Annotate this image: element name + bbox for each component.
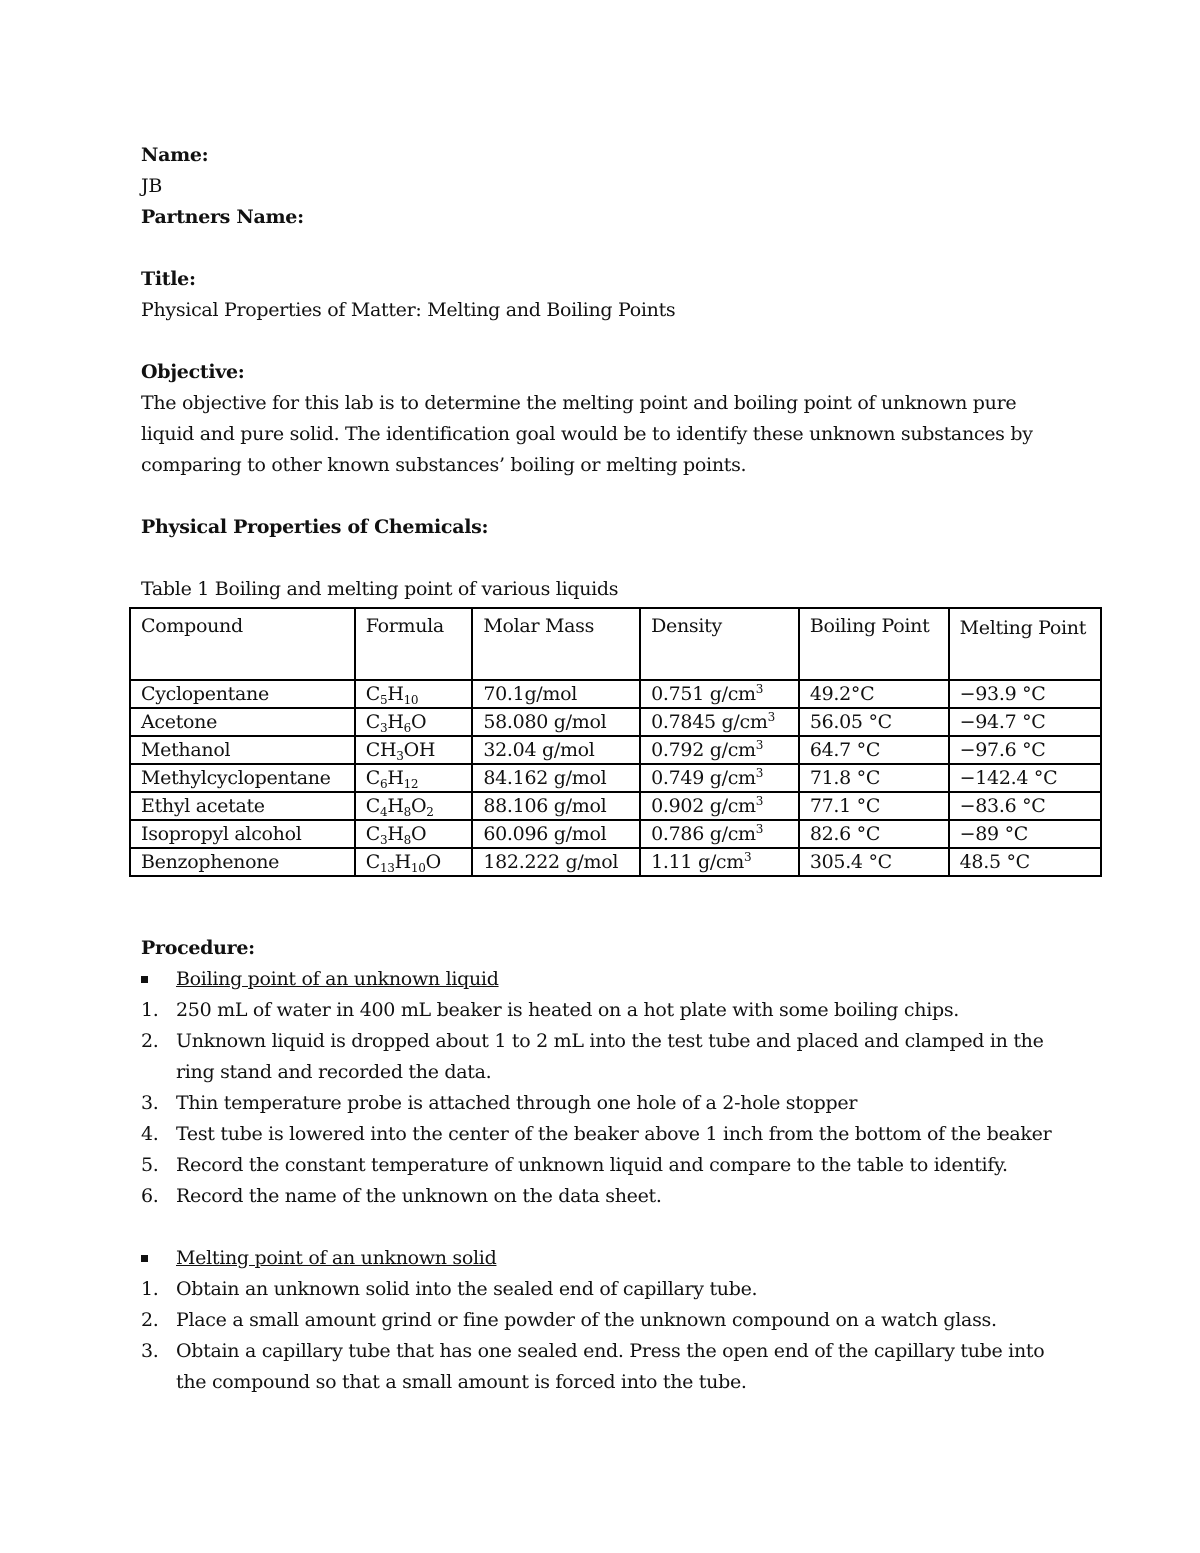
density-exponent: 3	[755, 794, 764, 808]
formula-subscript: 8	[403, 805, 411, 819]
step-text: Place a small amount grind or fine powder of the unknown compound on a watch glass.	[176, 1309, 997, 1331]
cell-density	[640, 764, 799, 792]
procedure-step	[141, 1088, 1101, 1119]
cell-boiling-point: 56.05 °C	[799, 708, 949, 736]
density-value: 0.902 g/cm	[651, 795, 756, 817]
step-number: 2.	[141, 1030, 159, 1052]
cell-formula	[355, 764, 473, 792]
formula-symbol: C	[365, 795, 380, 817]
step-number: 6.	[141, 1185, 159, 1207]
cell-compound: Ethyl acetate	[130, 792, 355, 820]
step-text: Unknown liquid is dropped about 1 to 2 mL into the test tube and placed and clamped in the	[176, 1030, 1044, 1052]
cell-boiling-point: 49.2°C	[799, 680, 949, 708]
formula-subscript: 4	[379, 805, 388, 819]
cell-density	[640, 708, 799, 736]
table-row	[130, 736, 1101, 764]
formula-symbol: OH	[403, 739, 436, 761]
square-bullet-icon	[141, 976, 148, 983]
step-text: Record the name of the unknown on the data sheet.	[176, 1185, 662, 1207]
cell-density	[640, 820, 799, 848]
document-page	[141, 140, 1101, 605]
procedure-step	[141, 995, 1101, 1026]
formula-subscript: 3	[379, 721, 388, 735]
formula-symbol: H	[387, 683, 404, 705]
formula-subscript: 6	[379, 777, 388, 791]
step-number: 1.	[141, 999, 159, 1021]
formula-symbol: H	[394, 851, 411, 873]
formula-subscript: 13	[379, 861, 395, 875]
density-exponent: 3	[743, 850, 752, 864]
density-value: 0.786 g/cm	[651, 823, 756, 845]
objective-label: Objective:	[141, 361, 245, 383]
objective-line: liquid and pure solid. The identification goal would be to identify these unknown substances by	[141, 423, 1033, 445]
cell-molar-mass: 70.1g/mol	[472, 680, 640, 708]
cell-density	[640, 792, 799, 820]
column-header-formula: Formula	[355, 608, 473, 680]
title-label: Title:	[141, 268, 196, 290]
density-exponent: 3	[755, 738, 764, 752]
procedure-step	[141, 1274, 1101, 1305]
formula-subscript: 8	[403, 833, 411, 847]
cell-compound: Cyclopentane	[130, 680, 355, 708]
formula-symbol: H	[387, 767, 404, 789]
cell-density	[640, 848, 799, 876]
formula-symbol: C	[365, 683, 380, 705]
cell-melting-point: −83.6 °C	[949, 792, 1101, 820]
objective-line: comparing to other known substances’ boiling or melting points.	[141, 454, 747, 476]
formula-symbol: H	[387, 823, 404, 845]
procedure-step	[141, 1336, 1101, 1398]
cell-melting-point: −97.6 °C	[949, 736, 1101, 764]
column-header-boiling-point: Boiling Point	[799, 608, 949, 680]
formula-symbol: O	[425, 851, 441, 873]
procedure-step	[141, 1181, 1101, 1212]
cell-formula	[355, 680, 473, 708]
properties-table	[129, 607, 1102, 877]
formula-symbol: H	[387, 711, 404, 733]
cell-molar-mass: 60.096 g/mol	[472, 820, 640, 848]
partners-name-label: Partners Name:	[141, 206, 304, 228]
cell-molar-mass: 58.080 g/mol	[472, 708, 640, 736]
procedure-step	[141, 1305, 1101, 1336]
step-text: the compound so that a small amount is forced into the tube.	[176, 1371, 747, 1393]
column-header-density: Density	[640, 608, 799, 680]
square-bullet-icon	[141, 1255, 148, 1262]
step-number: 1.	[141, 1278, 159, 1300]
step-text: ring stand and recorded the data.	[176, 1061, 492, 1083]
column-header-melting-point: Melting Point	[949, 608, 1101, 680]
table-row	[130, 680, 1101, 708]
formula-symbol: H	[387, 795, 404, 817]
density-value: 0.751 g/cm	[651, 683, 756, 705]
table-header-row	[130, 608, 1101, 680]
density-exponent: 3	[755, 822, 764, 836]
step-number: 3.	[141, 1092, 159, 1114]
cell-density	[640, 736, 799, 764]
cell-melting-point: −94.7 °C	[949, 708, 1101, 736]
cell-boiling-point: 77.1 °C	[799, 792, 949, 820]
step-text: Obtain a capillary tube that has one sealed end. Press the open end of the capillary tube into	[176, 1340, 1045, 1362]
melting-section-heading: Melting point of an unknown solid	[141, 1243, 1101, 1274]
procedure-step	[141, 1026, 1101, 1088]
cell-formula	[355, 708, 473, 736]
cell-boiling-point: 305.4 °C	[799, 848, 949, 876]
density-value: 0.749 g/cm	[651, 767, 756, 789]
name-label: Name:	[141, 144, 209, 166]
cell-melting-point: −93.9 °C	[949, 680, 1101, 708]
step-number: 3.	[141, 1340, 159, 1362]
table-caption: Table 1 Boiling and melting point of various liquids	[141, 578, 619, 600]
properties-label: Physical Properties of Chemicals:	[141, 516, 489, 538]
title-text: Physical Properties of Matter: Melting and Boiling Points	[141, 299, 676, 321]
step-number: 2.	[141, 1309, 159, 1331]
cell-formula	[355, 736, 473, 764]
formula-subscript: 3	[396, 749, 404, 763]
cell-molar-mass: 88.106 g/mol	[472, 792, 640, 820]
cell-melting-point: −89 °C	[949, 820, 1101, 848]
step-text: Obtain an unknown solid into the sealed end of capillary tube.	[176, 1278, 758, 1300]
cell-boiling-point: 82.6 °C	[799, 820, 949, 848]
cell-formula	[355, 820, 473, 848]
cell-compound: Methylcyclopentane	[130, 764, 355, 792]
procedure-label: Procedure:	[141, 937, 255, 959]
density-value: 0.7845 g/cm	[651, 711, 768, 733]
objective-line: The objective for this lab is to determine the melting point and boiling point of unknown pure	[141, 392, 1017, 414]
cell-compound: Benzophenone	[130, 848, 355, 876]
formula-symbol: CH	[365, 739, 397, 761]
formula-subscript: 6	[403, 721, 411, 735]
formula-symbol: C	[365, 767, 380, 789]
cell-boiling-point: 64.7 °C	[799, 736, 949, 764]
table-row	[130, 792, 1101, 820]
boiling-section-heading: Boiling point of an unknown liquid	[141, 964, 1101, 995]
density-exponent: 3	[755, 682, 764, 696]
table-row	[130, 764, 1101, 792]
cell-compound: Methanol	[130, 736, 355, 764]
step-number: 4.	[141, 1123, 159, 1145]
column-header-compound: Compound	[130, 608, 355, 680]
step-text: 250 mL of water in 400 mL beaker is heated on a hot plate with some boiling chips.	[176, 999, 960, 1021]
cell-formula	[355, 848, 473, 876]
density-value: 1.11 g/cm	[651, 851, 744, 873]
density-exponent: 3	[755, 766, 764, 780]
formula-subscript: 5	[379, 693, 388, 707]
cell-density	[640, 680, 799, 708]
formula-subscript: 10	[403, 693, 419, 707]
step-text: Record the constant temperature of unknown liquid and compare to the table to identify.	[176, 1154, 1008, 1176]
procedure-step	[141, 1119, 1101, 1150]
cell-formula	[355, 792, 473, 820]
name-value: JB	[141, 175, 162, 197]
formula-symbol: C	[365, 823, 380, 845]
formula-subscript: 3	[379, 833, 388, 847]
column-header-molar-mass: Molar Mass	[472, 608, 640, 680]
cell-melting-point: 48.5 °C	[949, 848, 1101, 876]
formula-symbol: O	[410, 711, 427, 733]
table-row	[130, 848, 1101, 876]
cell-compound: Isopropyl alcohol	[130, 820, 355, 848]
boiling-steps-list	[141, 995, 1101, 1212]
table-row	[130, 708, 1101, 736]
formula-symbol: O	[410, 823, 427, 845]
table-row	[130, 820, 1101, 848]
cell-molar-mass: 32.04 g/mol	[472, 736, 640, 764]
formula-subscript: 2	[426, 805, 434, 819]
cell-molar-mass: 84.162 g/mol	[472, 764, 640, 792]
melting-steps-list	[141, 1274, 1101, 1398]
step-text: Thin temperature probe is attached through one hole of a 2-hole stopper	[176, 1092, 858, 1114]
formula-symbol: O	[410, 795, 427, 817]
formula-subscript: 10	[410, 861, 426, 875]
cell-molar-mass: 182.222 g/mol	[472, 848, 640, 876]
procedure-section	[141, 933, 1101, 1398]
cell-compound: Acetone	[130, 708, 355, 736]
density-exponent: 3	[767, 710, 775, 724]
step-number: 5.	[141, 1154, 159, 1176]
cell-boiling-point: 71.8 °C	[799, 764, 949, 792]
step-text: Test tube is lowered into the center of the beaker above 1 inch from the bottom of the beaker	[176, 1123, 1052, 1145]
procedure-step	[141, 1150, 1101, 1181]
cell-melting-point: −142.4 °C	[949, 764, 1101, 792]
density-value: 0.792 g/cm	[651, 739, 756, 761]
formula-symbol: C	[365, 851, 380, 873]
formula-symbol: C	[365, 711, 380, 733]
formula-subscript: 12	[403, 777, 419, 791]
